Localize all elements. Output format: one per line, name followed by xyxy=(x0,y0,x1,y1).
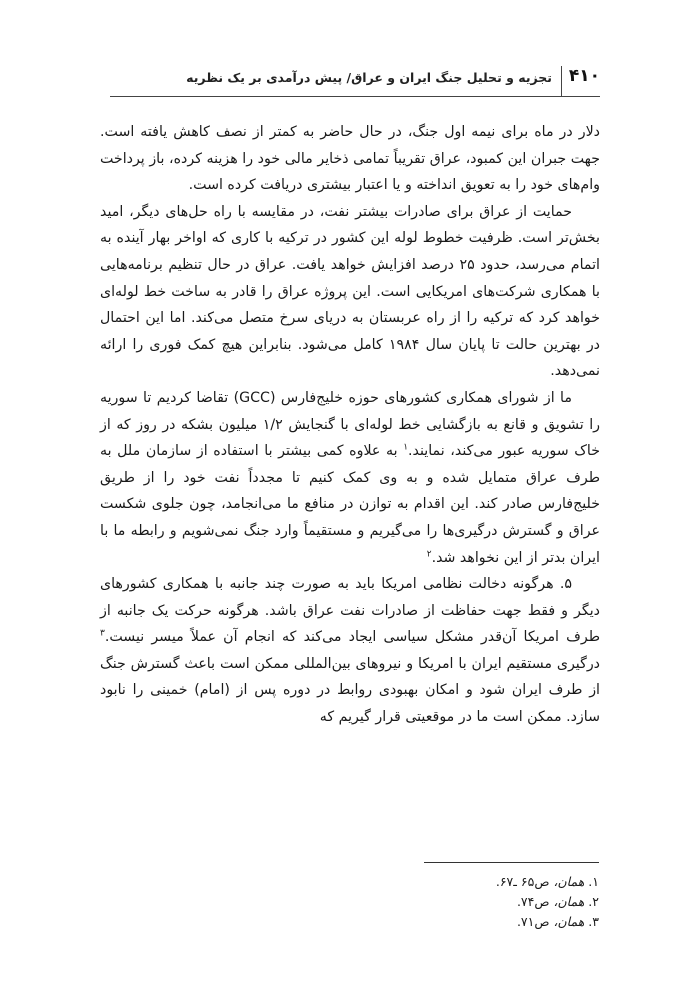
footnote-3 xyxy=(299,912,599,932)
paragraph-4 xyxy=(100,571,600,731)
paragraph-3-text-b: به علاوه کمی بیشتر با استفاده از سازمان ملل به طرف عراق متمایل شده و به وی کمک کنیم تا مجدداً نفت خود را از طریق خلیج‌فارس صادر کند. این اقدام به توازن در منافع ما می‌انجامد، چون جلوی شکست عراق و گسترش درگیری‌ها را می‌گیریم و مستقیماً وارد جنگ نمی‌شویم و رابطه ما با ایران بدتر از این نخواهد شد. xyxy=(100,443,600,566)
running-header-title: تجزیه و تحلیل جنگ ایران و عراق/ پیش درآمدی بر یک نظریه xyxy=(186,70,552,85)
footnote-3-source: همان، xyxy=(553,914,585,929)
footnote-ref-3[interactable]: ۳ xyxy=(100,628,105,639)
footnotes xyxy=(299,872,599,932)
footnote-1-number: ۱. xyxy=(588,874,599,889)
footnote-1-source: همان، xyxy=(553,874,585,889)
footnote-1-pages: ص۶۵ ـ۶۷. xyxy=(495,874,550,889)
footnote-2-source: همان، xyxy=(553,894,585,909)
footnote-2-pages: ص۷۴. xyxy=(516,894,550,909)
footnote-separator xyxy=(424,862,599,863)
footnote-1 xyxy=(299,872,599,892)
header-vertical-divider xyxy=(561,66,562,96)
footnote-ref-2[interactable]: ۲ xyxy=(426,548,432,559)
paragraph-3-text-a: ما از شورای همکاری کشورهای حوزه خلیج‌فارس (GCC) تقاضا کردیم تا سوریه را تشویق و قانع به بازگشایی خط لوله‌ای با گنجایش ۱/۲ میلیون بشکه در روز که از خاک سوریه عبور می‌کند، نمایند. xyxy=(100,389,601,460)
paragraph-1 xyxy=(100,119,600,199)
paragraph-3 xyxy=(100,385,600,571)
footnote-2-number: ۲. xyxy=(588,894,599,909)
footnote-2 xyxy=(299,892,599,912)
footnote-3-number: ۳. xyxy=(588,914,599,929)
paragraph-2 xyxy=(100,199,600,385)
page-number: ۴۱۰ xyxy=(568,66,600,86)
header-rule xyxy=(110,96,600,97)
paragraph-4-text-b: درگیری مستقیم ایران با امریکا و نیروهای بین‌المللی ممکن است باعث گسترش جنگ از طرف ایران شود و امکان بهبودی روابط در دوره پس از (امام) خمینی را نابود سازد. ممکن است ما در موقعیتی قرار گیریم که xyxy=(100,655,600,726)
body-text xyxy=(100,119,600,731)
footnote-3-pages: ص۷۱. xyxy=(516,914,550,929)
paragraph-1-text: دلار در ماه برای نیمه اول جنگ، در حال حاضر به کمتر از نصف کاهش یافته است. جهت جبران این کمبود، عراق تقریباً تمامی ذخایر مالی خود را هزینه کرده، باز پرداخت وام‌های خود را به تعویق انداخته و یا اعتبار بیشتری دریافت کرده است. xyxy=(100,124,600,194)
paragraph-2-text: حمایت از عراق برای صادرات بیشتر نفت، در مقایسه با راه حل‌های دیگر، امید بخش‌تر است. ظرفیت خطوط لوله این کشور در ترکیه با کاری که اواخر بهار آینده به اتمام می‌رسد، حدود ۲۵ درصد افزایش خواهد یافت. عراق در حال تنظیم برنامه‌هایی با همکاری شرکت‌های امریکایی است. این پروژه عراق را قادر به ساخت خط لوله‌ای خواهد کرد که ترکیه را از راه عربستان به دریای سرخ متصل می‌کند. اما این احتمال در بهترین حالت تا پایان سال ۱۹۸۴ کامل می‌شود. بنابراین هیچ کمک فوری را ارائه نمی‌دهد. xyxy=(100,203,600,380)
paragraph-4-text-a: ۵. هرگونه دخالت نظامی امریکا باید به صورت چند جانبه با همکاری کشورهای دیگر و فقط جهت حفاظت از صادرات نفت عراق باشد. هرگونه حرکت یک جانبه از طرف امریکا آن‌قدر مشکل سیاسی ایجاد می‌کند که انجام آن عملاً میسر نیست. xyxy=(100,576,600,646)
footnote-ref-1[interactable]: ۱ xyxy=(403,442,409,453)
running-header xyxy=(110,62,600,98)
